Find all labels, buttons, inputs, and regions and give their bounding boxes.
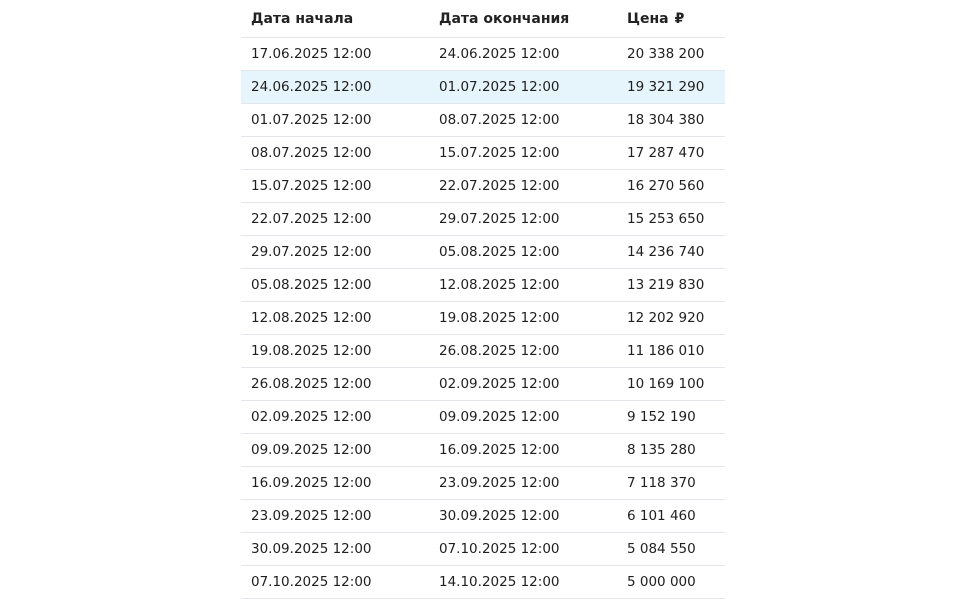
table-row[interactable]	[241, 400, 725, 433]
table-row[interactable]	[241, 367, 725, 400]
table-row[interactable]	[241, 334, 725, 367]
price-cell: 16 270 560	[627, 178, 705, 194]
start-date-cell: 19.08.2025 12:00	[251, 343, 372, 359]
end-date-cell: 08.07.2025 12:00	[439, 112, 560, 128]
start-date-cell: 09.09.2025 12:00	[251, 442, 372, 458]
end-date-cell: 26.08.2025 12:00	[439, 343, 560, 359]
end-date-cell: 19.08.2025 12:00	[439, 310, 560, 326]
end-date-cell: 15.07.2025 12:00	[439, 145, 560, 161]
end-date-cell: 16.09.2025 12:00	[439, 442, 560, 458]
header-end-date: Дата окончания	[439, 10, 570, 27]
start-date-cell: 24.06.2025 12:00	[251, 79, 372, 95]
end-date-cell: 02.09.2025 12:00	[439, 376, 560, 392]
end-date-cell: 30.09.2025 12:00	[439, 508, 560, 524]
end-date-cell: 23.09.2025 12:00	[439, 475, 560, 491]
price-cell: 14 236 740	[627, 244, 705, 260]
start-date-cell: 07.10.2025 12:00	[251, 574, 372, 590]
end-date-cell: 22.07.2025 12:00	[439, 178, 560, 194]
start-date-cell: 05.08.2025 12:00	[251, 277, 372, 293]
table-row[interactable]	[241, 301, 725, 334]
header-price	[617, 11, 725, 27]
start-date-cell: 22.07.2025 12:00	[251, 211, 372, 227]
start-date-cell: 17.06.2025 12:00	[251, 46, 372, 62]
price-cell: 15 253 650	[627, 211, 705, 227]
table-row[interactable]	[241, 433, 725, 466]
table-row[interactable]	[241, 37, 725, 70]
end-date-cell: 12.08.2025 12:00	[439, 277, 560, 293]
table-row[interactable]	[241, 103, 725, 136]
start-date-cell: 12.08.2025 12:00	[251, 310, 372, 326]
price-cell: 10 169 100	[627, 376, 705, 392]
price-cell: 8 135 280	[627, 442, 696, 458]
table-header	[241, 0, 725, 37]
table-row[interactable]	[241, 499, 725, 532]
table-row[interactable]	[241, 532, 725, 565]
table-row[interactable]	[241, 466, 725, 499]
table-row[interactable]	[241, 268, 725, 301]
end-date-cell: 09.09.2025 12:00	[439, 409, 560, 425]
price-cell: 7 118 370	[627, 475, 696, 491]
price-cell: 19 321 290	[627, 79, 705, 95]
price-cell: 5 000 000	[627, 574, 696, 590]
start-date-cell: 08.07.2025 12:00	[251, 145, 372, 161]
start-date-cell: 23.09.2025 12:00	[251, 508, 372, 524]
price-cell: 5 084 550	[627, 541, 696, 557]
start-date-cell: 01.07.2025 12:00	[251, 112, 372, 128]
price-cell: 11 186 010	[627, 343, 705, 359]
price-cell: 13 219 830	[627, 277, 705, 293]
start-date-cell: 02.09.2025 12:00	[251, 409, 372, 425]
end-date-cell: 29.07.2025 12:00	[439, 211, 560, 227]
end-date-cell: 05.08.2025 12:00	[439, 244, 560, 260]
ruble-icon: ₽	[674, 10, 685, 27]
start-date-cell: 30.09.2025 12:00	[251, 541, 372, 557]
start-date-cell: 15.07.2025 12:00	[251, 178, 372, 194]
price-schedule-table	[241, 0, 725, 599]
table-row[interactable]	[241, 169, 725, 202]
price-cell: 9 152 190	[627, 409, 696, 425]
start-date-cell: 29.07.2025 12:00	[251, 244, 372, 260]
header-start-date: Дата начала	[251, 10, 354, 27]
price-cell: 12 202 920	[627, 310, 705, 326]
table-row[interactable]	[241, 565, 725, 599]
end-date-cell: 07.10.2025 12:00	[439, 541, 560, 557]
start-date-cell: 16.09.2025 12:00	[251, 475, 372, 491]
end-date-cell: 01.07.2025 12:00	[439, 79, 560, 95]
price-cell: 20 338 200	[627, 46, 705, 62]
end-date-cell: 14.10.2025 12:00	[439, 574, 560, 590]
table-row[interactable]	[241, 235, 725, 268]
price-cell: 18 304 380	[627, 112, 705, 128]
table-row[interactable]	[241, 202, 725, 235]
price-cell: 17 287 470	[627, 145, 705, 161]
header-price-label: Цена	[627, 10, 669, 27]
end-date-cell: 24.06.2025 12:00	[439, 46, 560, 62]
price-cell: 6 101 460	[627, 508, 696, 524]
table-row[interactable]	[241, 136, 725, 169]
start-date-cell: 26.08.2025 12:00	[251, 376, 372, 392]
table-row-hovered[interactable]	[241, 70, 725, 103]
